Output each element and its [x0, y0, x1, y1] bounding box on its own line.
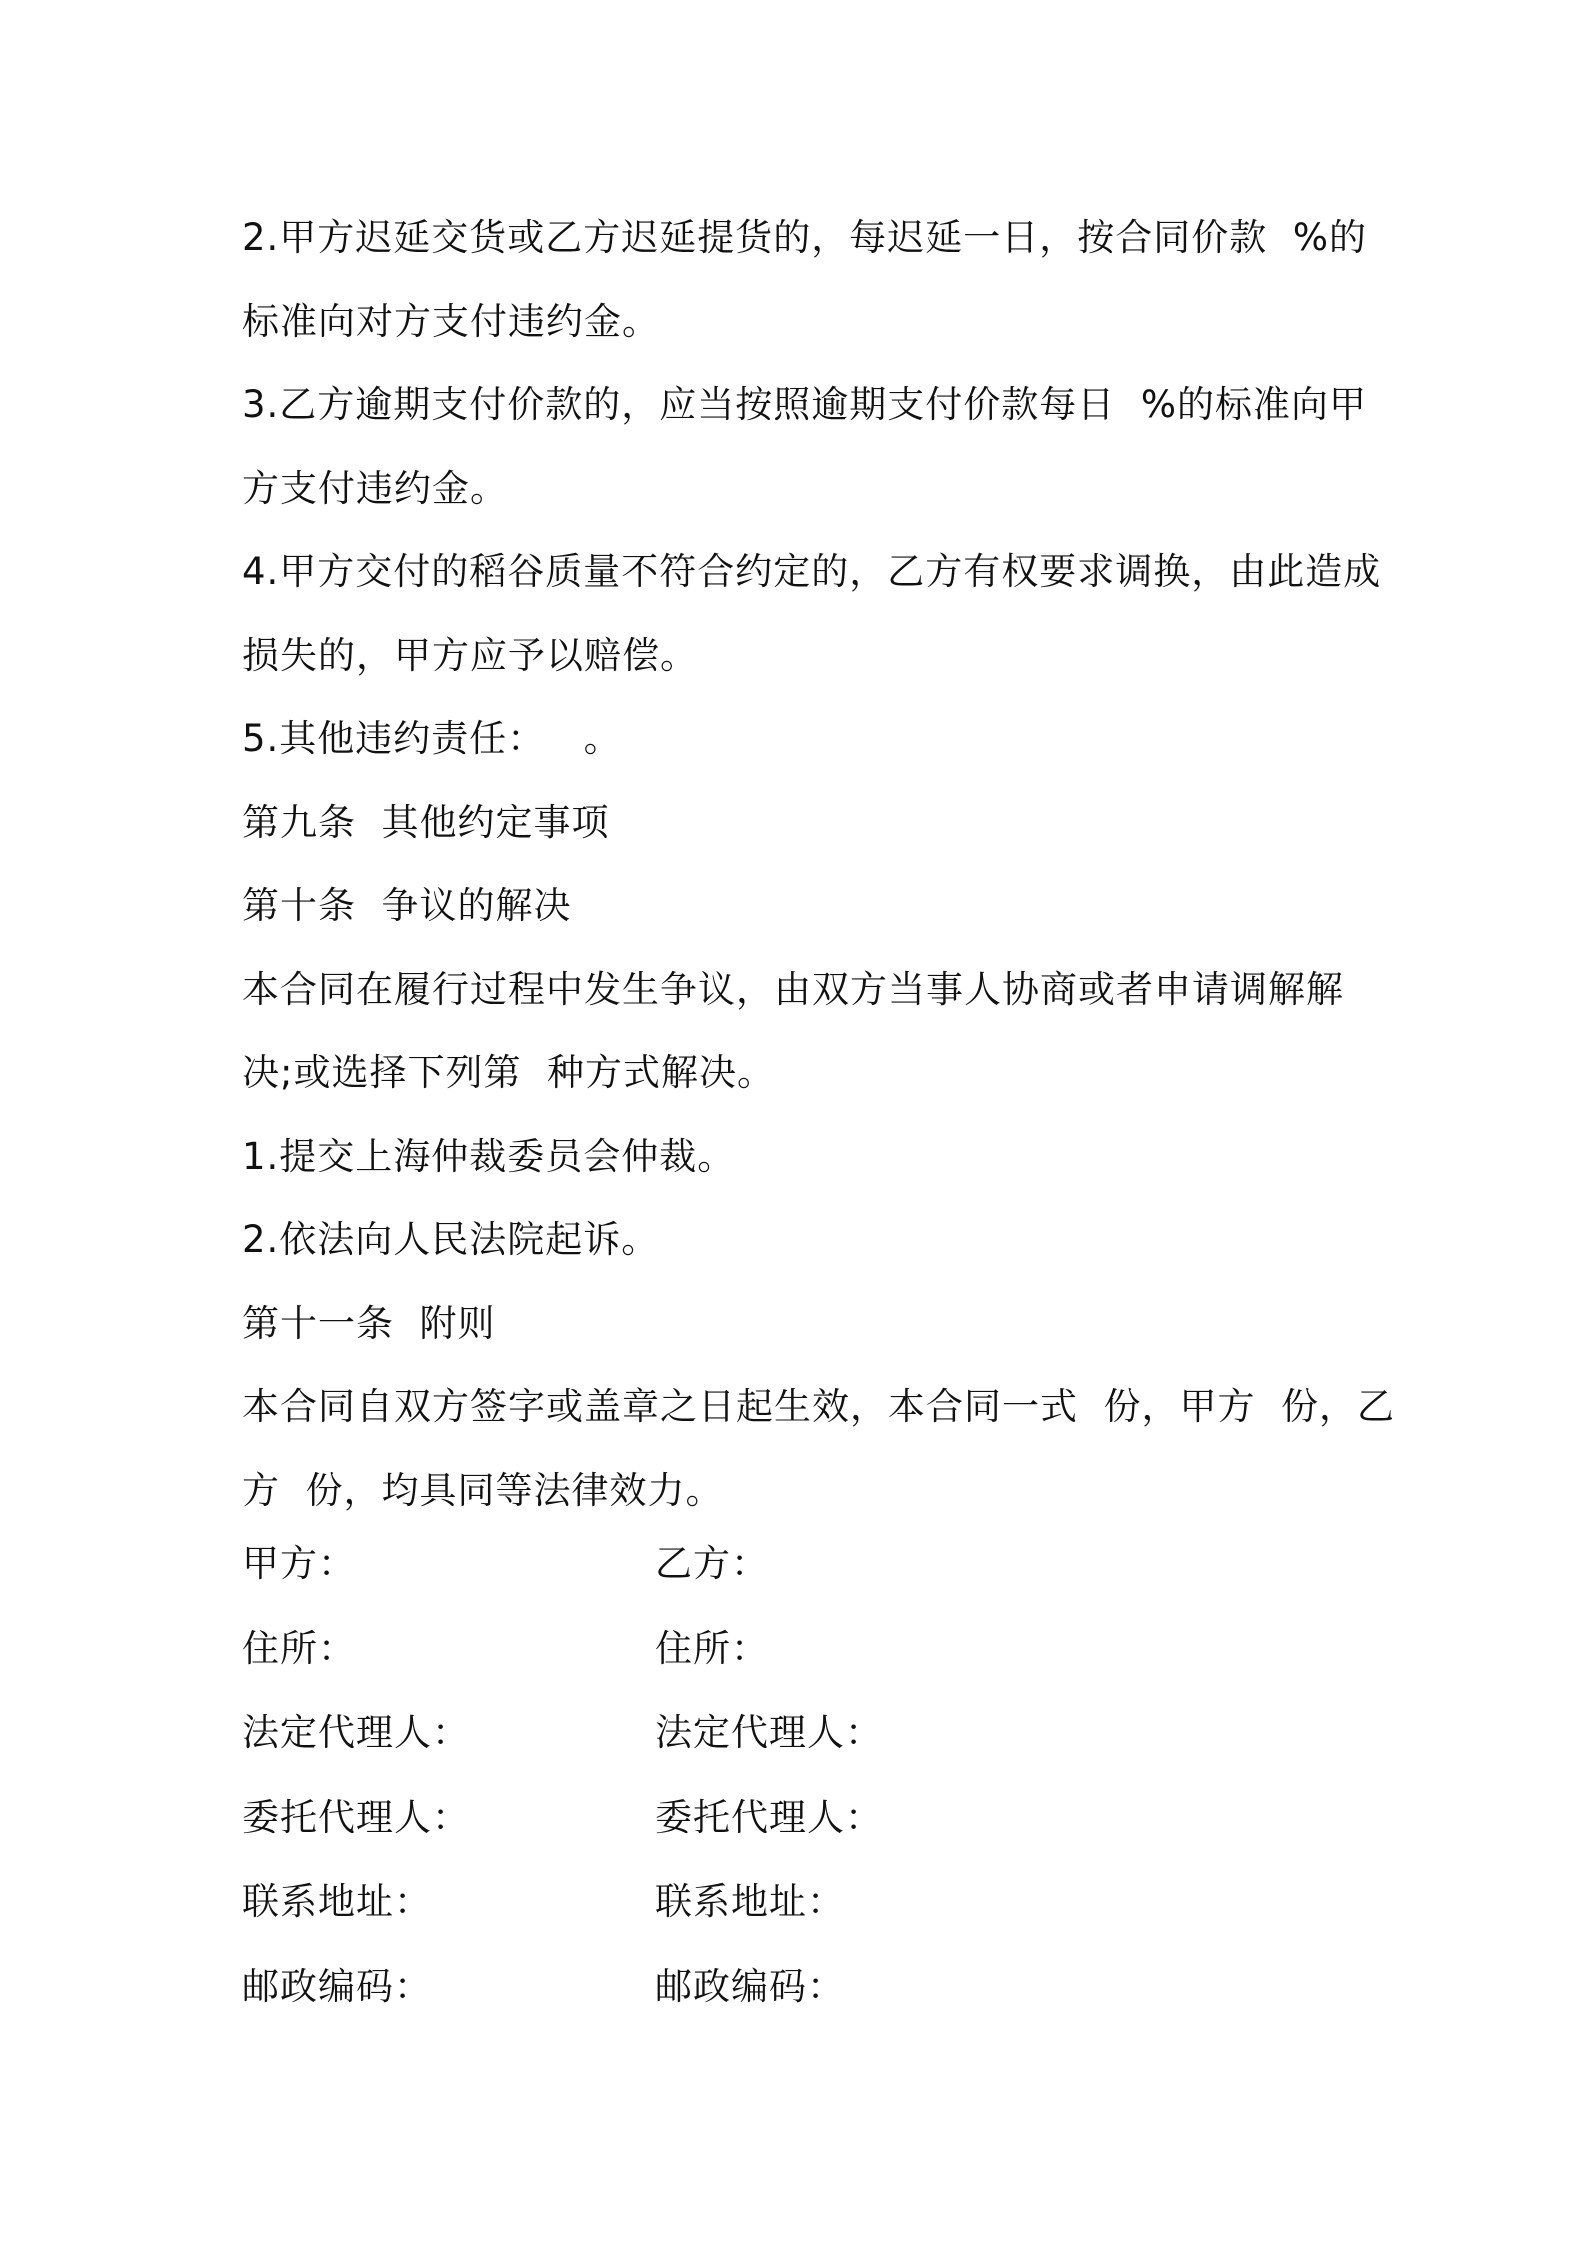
party-b-authorized-agent-label: 委托代理人： — [655, 1795, 883, 1839]
party-b-legal-representative-label: 法定代理人： — [655, 1711, 883, 1754]
party-a-authorized-agent-label: 委托代理人： — [242, 1795, 470, 1839]
dispute-option-1: 1.提交上海仲裁委员会仲裁。 — [242, 1134, 736, 1178]
dispute-paragraph-line-1: 本合同在履行过程中发生争议，由双方当事人协商或者申请调解解 — [242, 967, 1344, 1011]
party-b-postal-code-label: 邮政编码： — [655, 1964, 845, 2008]
clause-8-2-line-2: 标准向对方支付违约金。 — [242, 299, 660, 343]
party-a-contact-address-label: 联系地址： — [242, 1880, 432, 1923]
clause-8-5: 5.其他违约责任： 。 — [242, 717, 622, 760]
clause-8-3-line-2: 方支付违约金。 — [242, 466, 508, 510]
signature-row — [242, 1776, 1362, 1861]
party-a-address-label: 住所： — [242, 1626, 356, 1670]
clause-8-4-line-1: 4.甲方交付的稻谷质量不符合约定的，乙方有权要求调换，由此造成 — [242, 550, 1382, 593]
signature-row — [242, 1691, 1362, 1776]
signature-row — [242, 1860, 1362, 1945]
contract-body — [242, 196, 1396, 1532]
signature-row — [242, 1945, 1362, 2030]
supplementary-paragraph-line-2: 方 份，均具同等法律效力。 — [242, 1468, 724, 1512]
clause-8-4-line-2: 损失的，甲方应予以赔偿。 — [242, 633, 698, 677]
clause-8-2-line-1: 2.甲方迟延交货或乙方迟延提货的，每迟延一日，按合同价款 %的 — [242, 216, 1367, 259]
party-a-legal-representative-label: 法定代理人： — [242, 1711, 470, 1754]
dispute-option-2: 2.依法向人民法院起诉。 — [242, 1218, 660, 1261]
party-a-postal-code-label: 邮政编码： — [242, 1964, 432, 2008]
party-b-label: 乙方： — [655, 1542, 769, 1585]
signature-row — [242, 1522, 1362, 1607]
dispute-paragraph-line-2: 决;或选择下列第 种方式解决。 — [242, 1051, 775, 1094]
signature-section — [242, 1522, 1362, 2029]
supplementary-paragraph-line-1: 本合同自双方签字或盖章之日起生效，本合同一式 份，甲方 份，乙 — [242, 1385, 1396, 1428]
party-b-address-label: 住所： — [655, 1626, 769, 1670]
party-a-label: 甲方： — [242, 1542, 356, 1585]
article-10-heading: 第十条 争议的解决 — [242, 884, 572, 927]
article-9-heading: 第九条 其他约定事项 — [242, 800, 610, 844]
article-11-heading: 第十一条 附则 — [242, 1301, 496, 1345]
clause-8-3-line-1: 3.乙方逾期支付价款的，应当按照逾期支付价款每日 %的标准向甲 — [242, 383, 1367, 426]
signature-row — [242, 1607, 1362, 1692]
party-b-contact-address-label: 联系地址： — [655, 1880, 845, 1923]
